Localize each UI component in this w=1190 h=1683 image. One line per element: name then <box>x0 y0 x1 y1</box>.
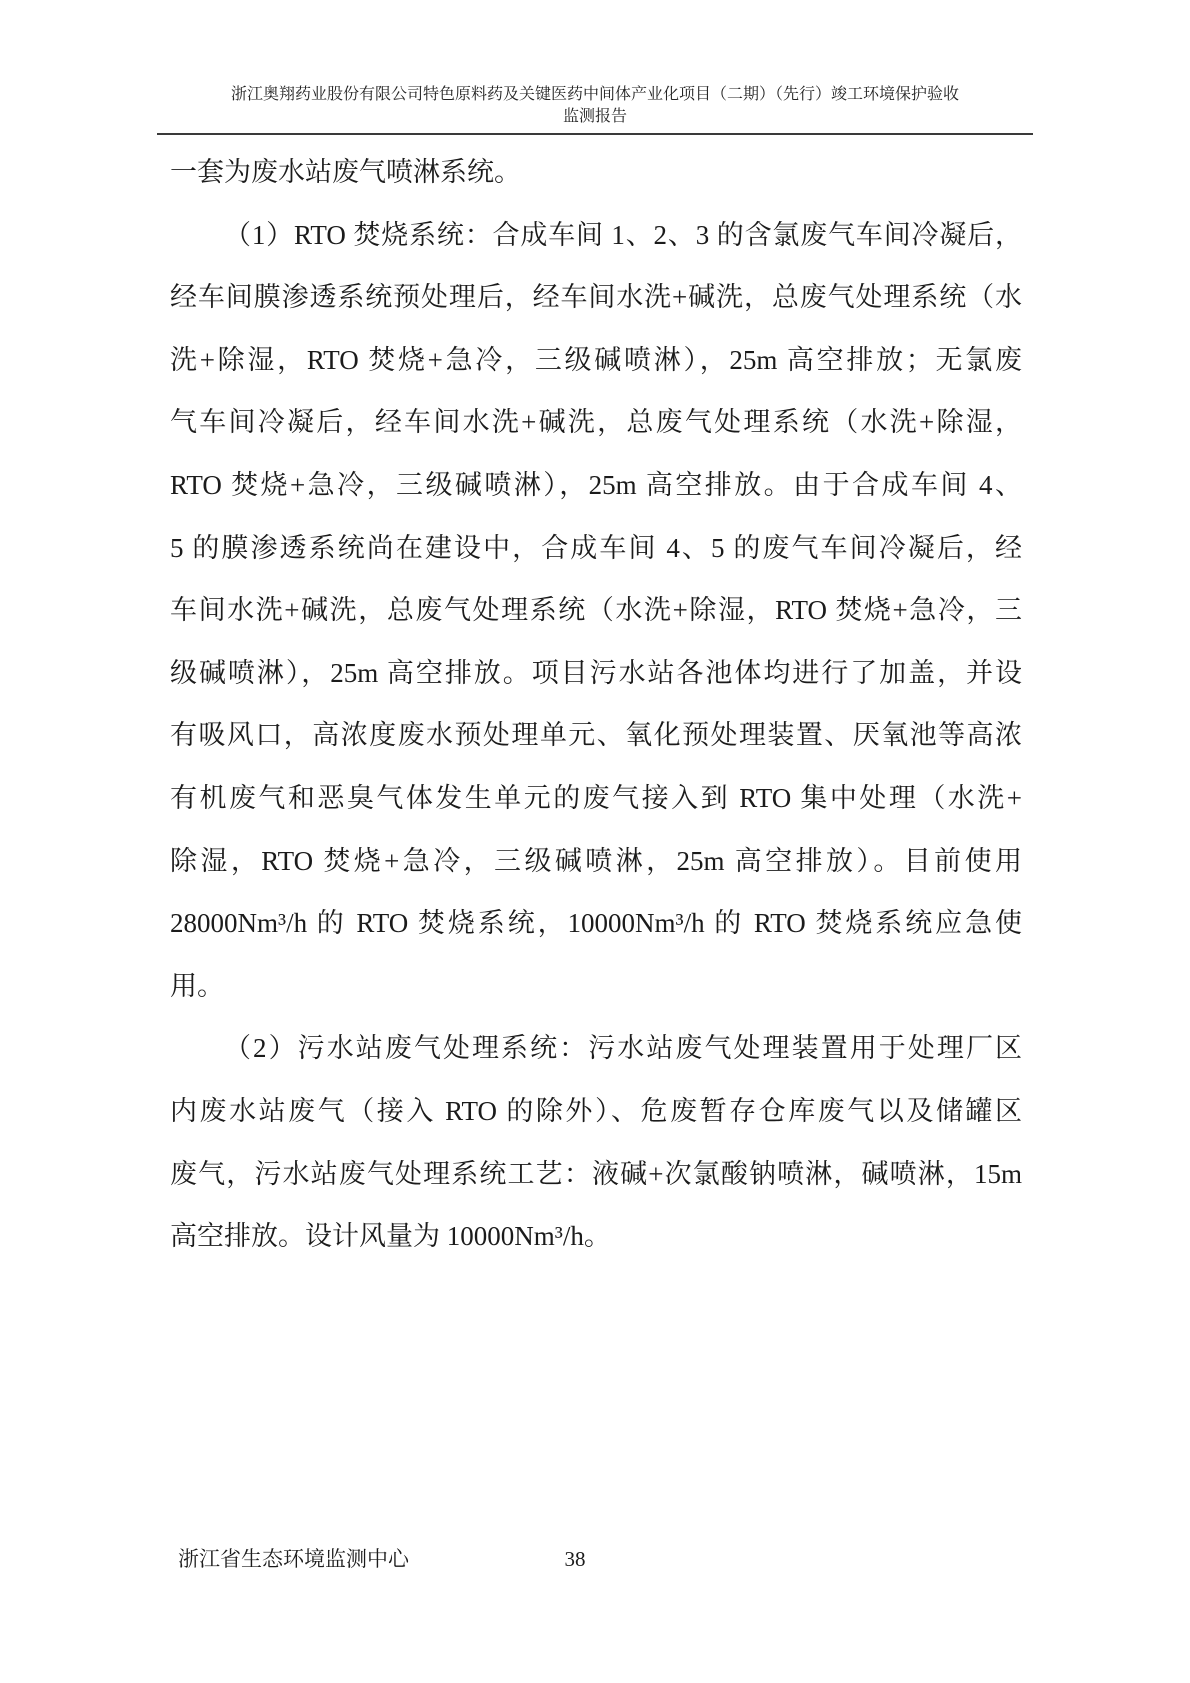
text-line: （2）污水站废气处理系统：污水站废气处理装置用于处理厂区 <box>224 1033 1022 1064</box>
text-line: 车间水洗+碱洗，总废气处理系统（水洗+除湿，RTO 焚烧+急冷，三 <box>170 595 1022 626</box>
text-line: 一套为废水站废气喷淋系统。 <box>170 157 521 187</box>
text-line: 内废水站废气（接入 RTO 的除外）、危废暂存仓库废气以及储罐区 <box>170 1095 1022 1126</box>
text-line: 废气，污水站废气处理系统工艺：液碱+次氯酸钠喷淋，碱喷淋，15m <box>170 1158 1022 1189</box>
text-line: 气车间冷凝后，经车间水洗+碱洗，总废气处理系统（水洗+除湿， <box>170 407 1022 438</box>
header-title-line1: 浙江奥翔药业股份有限公司特色原料药及关键医药中间体产业化项目（二期）（先行）竣工环境保护验收 <box>230 86 959 103</box>
page-header <box>157 84 1033 135</box>
paragraph <box>170 141 1022 204</box>
text-line: 用。 <box>170 970 224 1001</box>
paragraph <box>170 204 1022 1018</box>
footer-page-number: 38 <box>564 1547 586 1571</box>
document-body <box>170 141 1022 1268</box>
paragraph <box>170 1017 1022 1267</box>
text-line: 5 的膜渗透系统尚在建设中，合成车间 4、5 的废气车间冷凝后，经 <box>170 532 1022 563</box>
text-line: 经车间膜渗透系统预处理后，经车间水洗+碱洗，总废气处理系统（水 <box>170 282 1022 313</box>
header-title-line2: 监测报告 <box>562 108 627 125</box>
footer-organization: 浙江省生态环境监测中心 <box>178 1547 409 1571</box>
text-line: 除湿，RTO 焚烧+急冷，三级碱喷淋，25m 高空排放）。目前使用 <box>170 845 1022 876</box>
text-line: 有机废气和恶臭气体发生单元的废气接入到 RTO 集中处理（水洗+ <box>170 782 1022 813</box>
text-line: 高空排放。设计风量为 10000Nm³/h。 <box>170 1221 611 1252</box>
text-line: 洗+除湿，RTO 焚烧+急冷，三级碱喷淋），25m 高空排放；无氯废 <box>170 344 1022 375</box>
text-line: 级碱喷淋），25m 高空排放。项目污水站各池体均进行了加盖，并设 <box>170 657 1022 688</box>
text-line: 28000Nm³/h 的 RTO 焚烧系统，10000Nm³/h 的 RTO 焚烧系统应急使 <box>170 908 1022 939</box>
text-line: 有吸风口，高浓度废水预处理单元、氧化预处理装置、厌氧池等高浓 <box>170 720 1022 751</box>
text-line: RTO 焚烧+急冷，三级碱喷淋），25m 高空排放。由于合成车间 4、 <box>170 469 1022 500</box>
page-footer <box>170 1544 1022 1574</box>
text-line: （1）RTO 焚烧系统：合成车间 1、2、3 的含氯废气车间冷凝后， <box>224 219 1022 250</box>
